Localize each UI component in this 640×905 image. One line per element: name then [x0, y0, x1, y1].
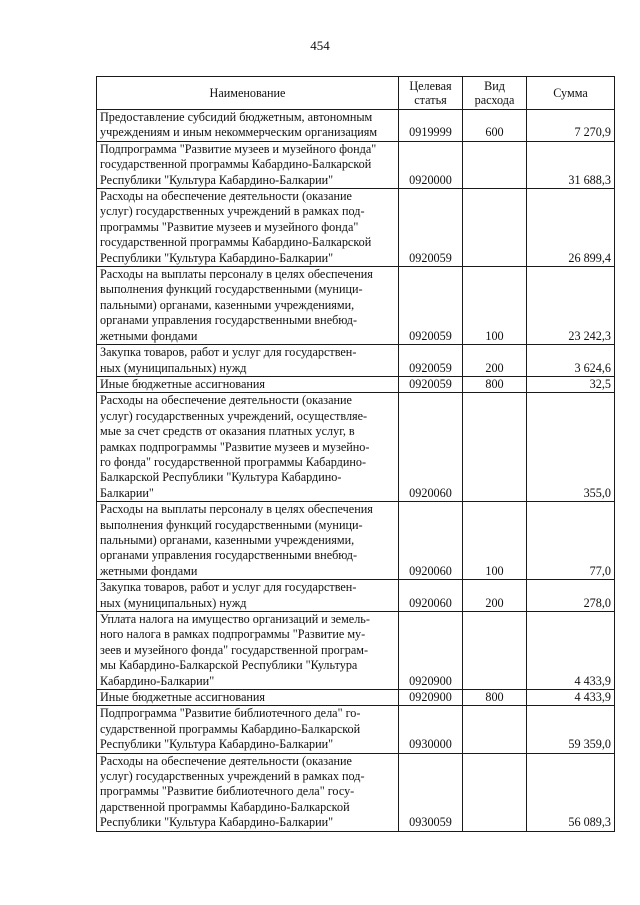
row-name: Уплата налога на имущество организаций и земель- ного налога в рамках подпрограммы "Развитие му- зеев и музейного фонда" государственной програм- мы Кабардино-Балкарской Республики "Культура Кабардино-Балкарии" — [97, 612, 399, 690]
table-row — [97, 753, 615, 831]
budget-table — [96, 76, 615, 832]
row-name: Расходы на выплаты персоналу в целях обеспечения выполнения функций государственными (муници- пальными) органами, казенными учреждениями, органами управления государственными внебюд- жетными фондами — [97, 267, 399, 345]
row-sum: 32,5 — [527, 376, 615, 392]
row-sum: 4 433,9 — [527, 690, 615, 706]
row-target-article: 0920900 — [399, 690, 463, 706]
header-target-article: Целевая статья — [399, 77, 463, 110]
row-sum: 4 433,9 — [527, 612, 615, 690]
table-header-row — [97, 77, 615, 110]
row-expense-type: 600 — [463, 110, 527, 142]
row-target-article: 0920059 — [399, 267, 463, 345]
row-name: Предоставление субсидий бюджетным, автономным учреждениям и иным некоммерческим организациям — [97, 110, 399, 142]
row-expense-type — [463, 753, 527, 831]
row-name: Иные бюджетные ассигнования — [97, 690, 399, 706]
table-row — [97, 580, 615, 612]
table-row — [97, 612, 615, 690]
row-sum: 278,0 — [527, 580, 615, 612]
row-expense-type: 100 — [463, 502, 527, 580]
table-row — [97, 502, 615, 580]
row-expense-type: 800 — [463, 376, 527, 392]
table-row — [97, 690, 615, 706]
row-target-article: 0920060 — [399, 580, 463, 612]
row-expense-type — [463, 141, 527, 188]
row-name: Расходы на обеспечение деятельности (оказание услуг) государственных учреждений, осуществляе- мые за счет средств от оказания платных услуг, в рамках подпрограммы "Развитие музеев и музейно- го фонда" государственной программы Кабардино- Балкарской Республики "Культура Кабардино- Балкарии" — [97, 393, 399, 502]
row-target-article: 0920900 — [399, 612, 463, 690]
table-row — [97, 393, 615, 502]
table-row — [97, 141, 615, 188]
row-name: Расходы на обеспечение деятельности (оказание услуг) государственных учреждений в рамках под- программы "Развитие музеев и музейного фонда" государственной программы Кабардино-Балкарской Республики "Культура Кабардино-Балкарии" — [97, 189, 399, 267]
table-row — [97, 706, 615, 753]
row-name: Закупка товаров, работ и услуг для государствен- ных (муниципальных) нужд — [97, 580, 399, 612]
row-sum: 355,0 — [527, 393, 615, 502]
table-row — [97, 110, 615, 142]
row-expense-type — [463, 706, 527, 753]
header-expense-type: Вид расхода — [463, 77, 527, 110]
header-sum: Сумма — [527, 77, 615, 110]
page-number: 454 — [310, 38, 330, 53]
row-target-article: 0920059 — [399, 345, 463, 377]
row-expense-type: 800 — [463, 690, 527, 706]
row-target-article: 0930000 — [399, 706, 463, 753]
row-expense-type — [463, 189, 527, 267]
table-row — [97, 376, 615, 392]
table-row — [97, 267, 615, 345]
row-sum: 3 624,6 — [527, 345, 615, 377]
row-sum: 23 242,3 — [527, 267, 615, 345]
row-name: Расходы на выплаты персоналу в целях обеспечения выполнения функций государственными (муници- пальными) органами, казенными учреждениями, органами управления государственными внебюд- жетными фондами — [97, 502, 399, 580]
row-name: Расходы на обеспечение деятельности (оказание услуг) государственных учреждений в рамках под- программы "Развитие библиотечного дела" госу- дарственной программы Кабардино-Балкарской Республики "Культура Кабардино-Балкарии" — [97, 753, 399, 831]
row-expense-type — [463, 612, 527, 690]
row-expense-type — [463, 393, 527, 502]
row-sum: 56 089,3 — [527, 753, 615, 831]
row-target-article: 0920059 — [399, 376, 463, 392]
row-expense-type: 200 — [463, 580, 527, 612]
row-name: Подпрограмма "Развитие библиотечного дела" го- сударственной программы Кабардино-Балкарской Республики "Культура Кабардино-Балкарии" — [97, 706, 399, 753]
table-row — [97, 189, 615, 267]
row-expense-type: 200 — [463, 345, 527, 377]
header-name: Наименование — [97, 77, 399, 110]
row-sum: 26 899,4 — [527, 189, 615, 267]
row-target-article: 0920060 — [399, 502, 463, 580]
row-expense-type: 100 — [463, 267, 527, 345]
row-target-article: 0930059 — [399, 753, 463, 831]
row-sum: 7 270,9 — [527, 110, 615, 142]
row-name: Подпрограмма "Развитие музеев и музейного фонда" государственной программы Кабардино-Балкарской Республики "Культура Кабардино-Балкарии" — [97, 141, 399, 188]
row-target-article: 0920059 — [399, 189, 463, 267]
table-row — [97, 345, 615, 377]
row-sum: 59 359,0 — [527, 706, 615, 753]
row-name: Иные бюджетные ассигнования — [97, 376, 399, 392]
row-target-article: 0919999 — [399, 110, 463, 142]
row-name: Закупка товаров, работ и услуг для государствен- ных (муниципальных) нужд — [97, 345, 399, 377]
row-target-article: 0920060 — [399, 393, 463, 502]
row-sum: 31 688,3 — [527, 141, 615, 188]
row-target-article: 0920000 — [399, 141, 463, 188]
row-sum: 77,0 — [527, 502, 615, 580]
